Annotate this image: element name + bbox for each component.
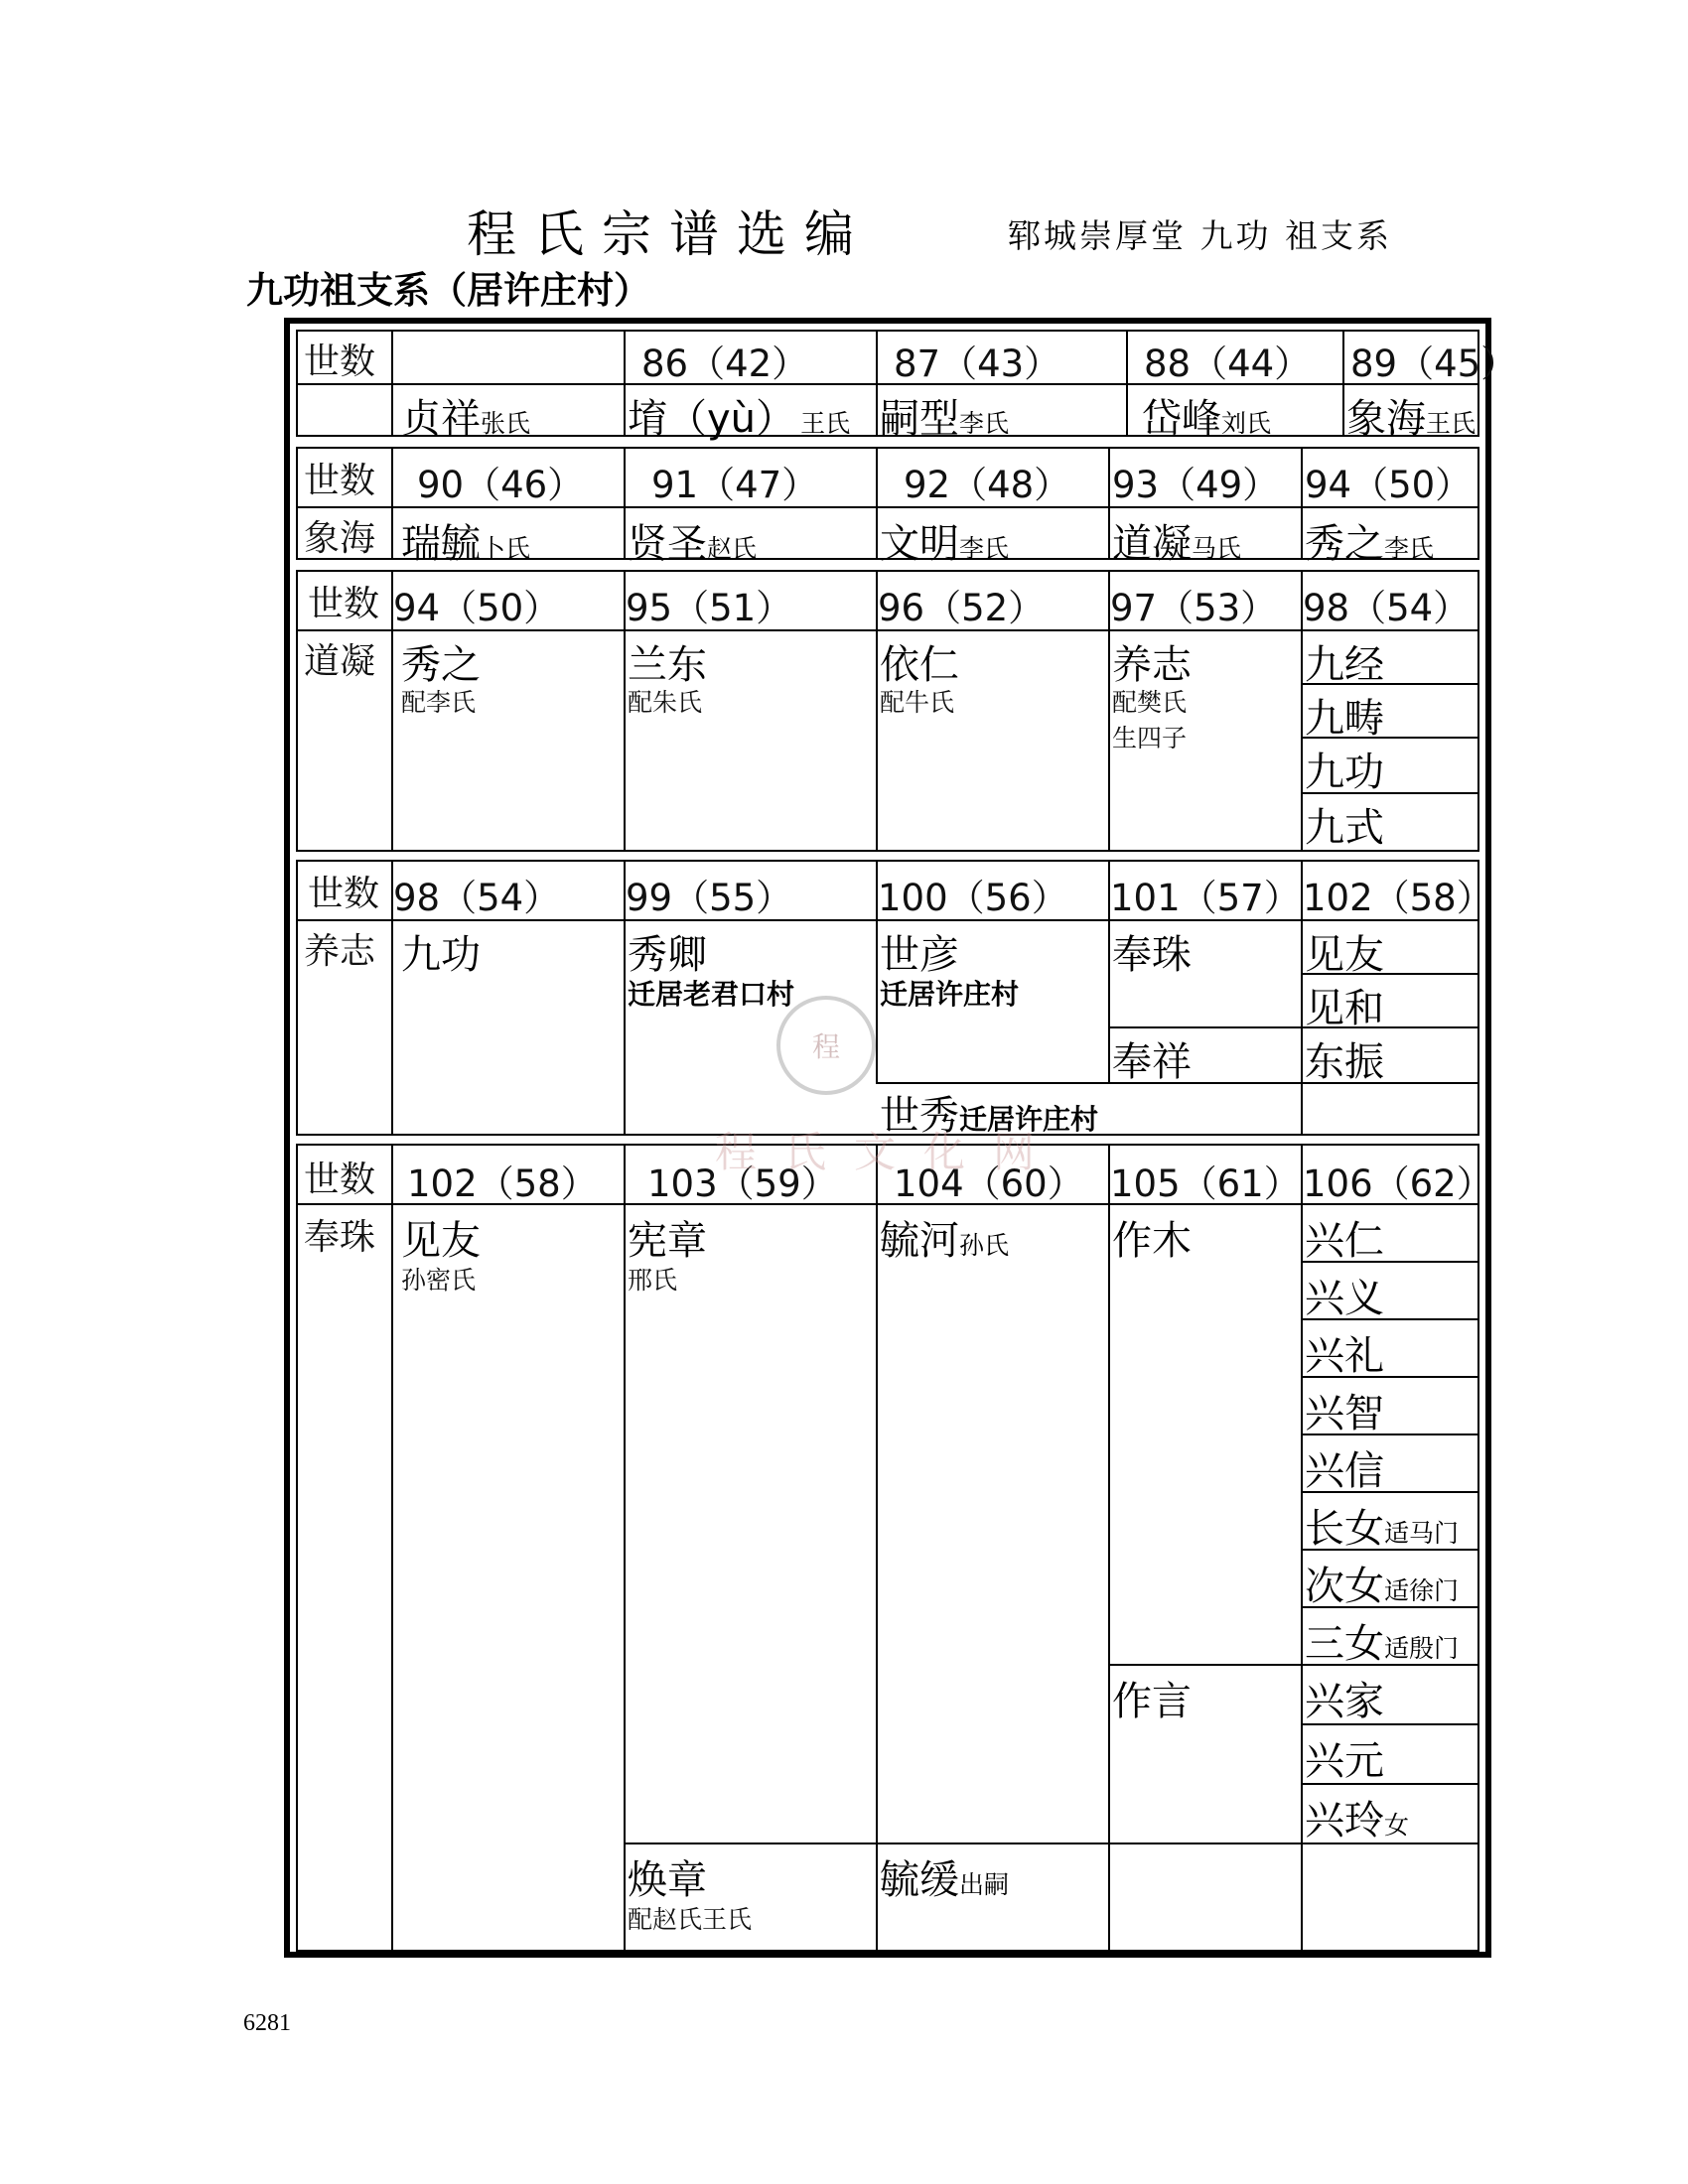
person-entry [628,512,757,569]
person-entry [401,387,530,444]
generation-block-2 [296,447,1479,567]
page-title: 程氏宗谱选编 [467,205,872,263]
generation-label: 世数 [308,874,380,914]
son-name: 兴家 [1305,1679,1384,1724]
daughter-name: 三女 [1305,1621,1384,1667]
son-name: 兴礼 [1305,1333,1384,1379]
person-entry [1305,1789,1409,1845]
spouse: 王氏 [800,409,851,438]
person-entry [880,1209,1009,1266]
generation-number: 100（56） [878,877,1068,919]
generation-number: 89（45） [1350,342,1518,385]
son-name: 兴智 [1305,1391,1384,1436]
generation-number: 102（58） [407,1162,598,1205]
person-entry [880,387,1009,444]
person-name: 秀卿 [628,932,707,978]
page-number: 6281 [243,2010,291,2036]
person-name: 毓河 [880,1218,959,1264]
person-name: 奉珠 [1112,932,1192,978]
gender-note: 女 [1384,1811,1410,1840]
generation-number: 98（54） [393,877,561,919]
person-name: 瑞毓 [401,521,481,567]
person-name: 九功 [401,932,481,978]
generation-number: 106（62） [1303,1162,1493,1205]
marriage-note: 适殷门 [1384,1634,1460,1663]
person-name: 道凝 [1112,521,1192,567]
seal-text: 程 [811,1030,840,1063]
generation-number: 86（42） [641,342,809,385]
person-name: 宪章 [628,1218,707,1264]
generation-number: 98（54） [1303,587,1471,629]
person-entry [1142,387,1271,444]
son-name: 见友 [1305,932,1384,978]
person-name: 岱峰 [1142,396,1221,442]
person-name: 焕章 [628,1857,707,1903]
spouse: 配牛氏 [880,688,955,717]
residence-note: 迁居老君口村 [628,978,795,1011]
generation-block-4 [296,860,1493,1139]
adoption-note: 出嗣 [959,1870,1010,1899]
spouse: 配赵氏王氏 [628,1905,753,1934]
person-name: 秀之 [1305,521,1384,567]
spouse: 刘氏 [1221,409,1272,438]
page-subtitle: 郓城崇厚堂 九功 祖支系 [1008,216,1392,255]
spouse: 卜氏 [481,534,531,563]
residence-note: 迁居许庄村 [959,1103,1099,1136]
section-heading: 九功祖支系（居许庄村） [246,268,650,312]
ancestor-label: 道凝 [304,641,376,682]
generation-block-5 [296,1144,1493,1952]
generation-number: 87（43） [894,342,1061,385]
spouse: 配朱氏 [628,688,703,717]
generation-number: 90（46） [417,464,585,506]
children-note: 生四子 [1112,724,1188,752]
marriage-note: 适徐门 [1384,1576,1460,1605]
generation-number: 99（55） [626,877,793,919]
son-name: 兴元 [1305,1738,1384,1784]
spouse: 王氏 [1426,409,1477,438]
person-name: 贤圣 [628,521,707,567]
watermark-text: 程氏文化网 [715,1128,1063,1176]
son-name: 兴信 [1305,1448,1384,1494]
son-name: 九经 [1305,642,1384,688]
generation-number: 96（52） [878,587,1046,629]
person-entry [401,512,530,569]
son-name: 九式 [1305,805,1384,851]
person-name: 世秀 [880,1093,959,1139]
generation-label: 世数 [304,1160,376,1200]
son-name: 九畴 [1305,696,1384,742]
son-name: 兴玲 [1305,1798,1384,1843]
generation-number: 101（57） [1110,877,1301,919]
generation-number: 103（59） [647,1162,838,1205]
ancestor-label: 奉珠 [304,1217,376,1258]
spouse: 邢氏 [628,1266,678,1295]
person-entry [880,1848,1009,1905]
person-entry [880,512,1009,569]
generation-number: 105（61） [1110,1162,1301,1205]
son-name: 东振 [1305,1039,1384,1085]
spouse: 李氏 [1384,534,1435,563]
person-name: 见友 [401,1218,481,1264]
person-name: 世彦 [880,932,959,978]
generation-number: 94（50） [1305,464,1473,506]
person-name: 文明 [880,521,959,567]
daughter-name: 次女 [1305,1564,1384,1609]
son-name: 九功 [1305,750,1384,795]
person-entry [1346,387,1476,444]
person-name: 毓缓 [880,1857,959,1903]
person-entry [1305,512,1434,569]
daughter-entry [1305,1612,1459,1669]
generation-number: 93（49） [1112,464,1280,506]
person-name: 作木 [1112,1218,1192,1264]
generation-label: 世数 [304,461,376,501]
generation-number: 102（58） [1303,877,1493,919]
spouse: 孙密氏 [401,1266,477,1295]
spouse: 配樊氏 [1112,688,1188,717]
person-name: 堉（yù） [628,396,796,442]
generation-label: 世数 [308,584,380,624]
son-name: 见和 [1305,986,1384,1031]
person-name: 奉祥 [1112,1039,1192,1085]
son-name: 兴仁 [1305,1218,1384,1264]
generation-label: 世数 [304,341,376,382]
ancestor-label: 象海 [304,518,376,559]
spouse: 赵氏 [707,534,758,563]
spouse: 李氏 [959,534,1010,563]
person-name: 贞祥 [401,396,481,442]
residence-note: 迁居许庄村 [880,978,1020,1011]
son-name: 兴义 [1305,1276,1384,1321]
generation-number: 97（53） [1110,587,1278,629]
daughter-name: 长女 [1305,1506,1384,1552]
person-name: 兰东 [628,642,707,688]
daughter-entry [1305,1497,1459,1554]
watermark-seal [776,996,876,1095]
spouse: 配李氏 [401,688,477,717]
generation-block-3 [296,570,1479,852]
daughter-entry [1305,1555,1459,1611]
generation-number: 91（47） [651,464,819,506]
person-name: 依仁 [880,642,959,688]
generation-number: 94（50） [393,587,561,629]
generation-number: 95（51） [626,587,793,629]
spouse: 马氏 [1192,534,1242,563]
person-name: 象海 [1346,396,1426,442]
person-name: 养志 [1112,642,1192,688]
generation-block-1 [296,330,1518,442]
person-name: 嗣型 [880,396,959,442]
generation-number: 104（60） [894,1162,1084,1205]
generation-number: 88（44） [1144,342,1312,385]
generation-number: 92（48） [904,464,1071,506]
spouse: 孙氏 [959,1231,1010,1260]
spouse: 张氏 [481,409,531,438]
person-entry [628,387,850,444]
marriage-note: 适马门 [1384,1519,1460,1548]
spouse: 李氏 [959,409,1010,438]
person-name: 作言 [1112,1679,1192,1724]
person-name: 秀之 [401,642,481,688]
ancestor-label: 养志 [304,931,376,972]
person-entry [1112,512,1241,569]
